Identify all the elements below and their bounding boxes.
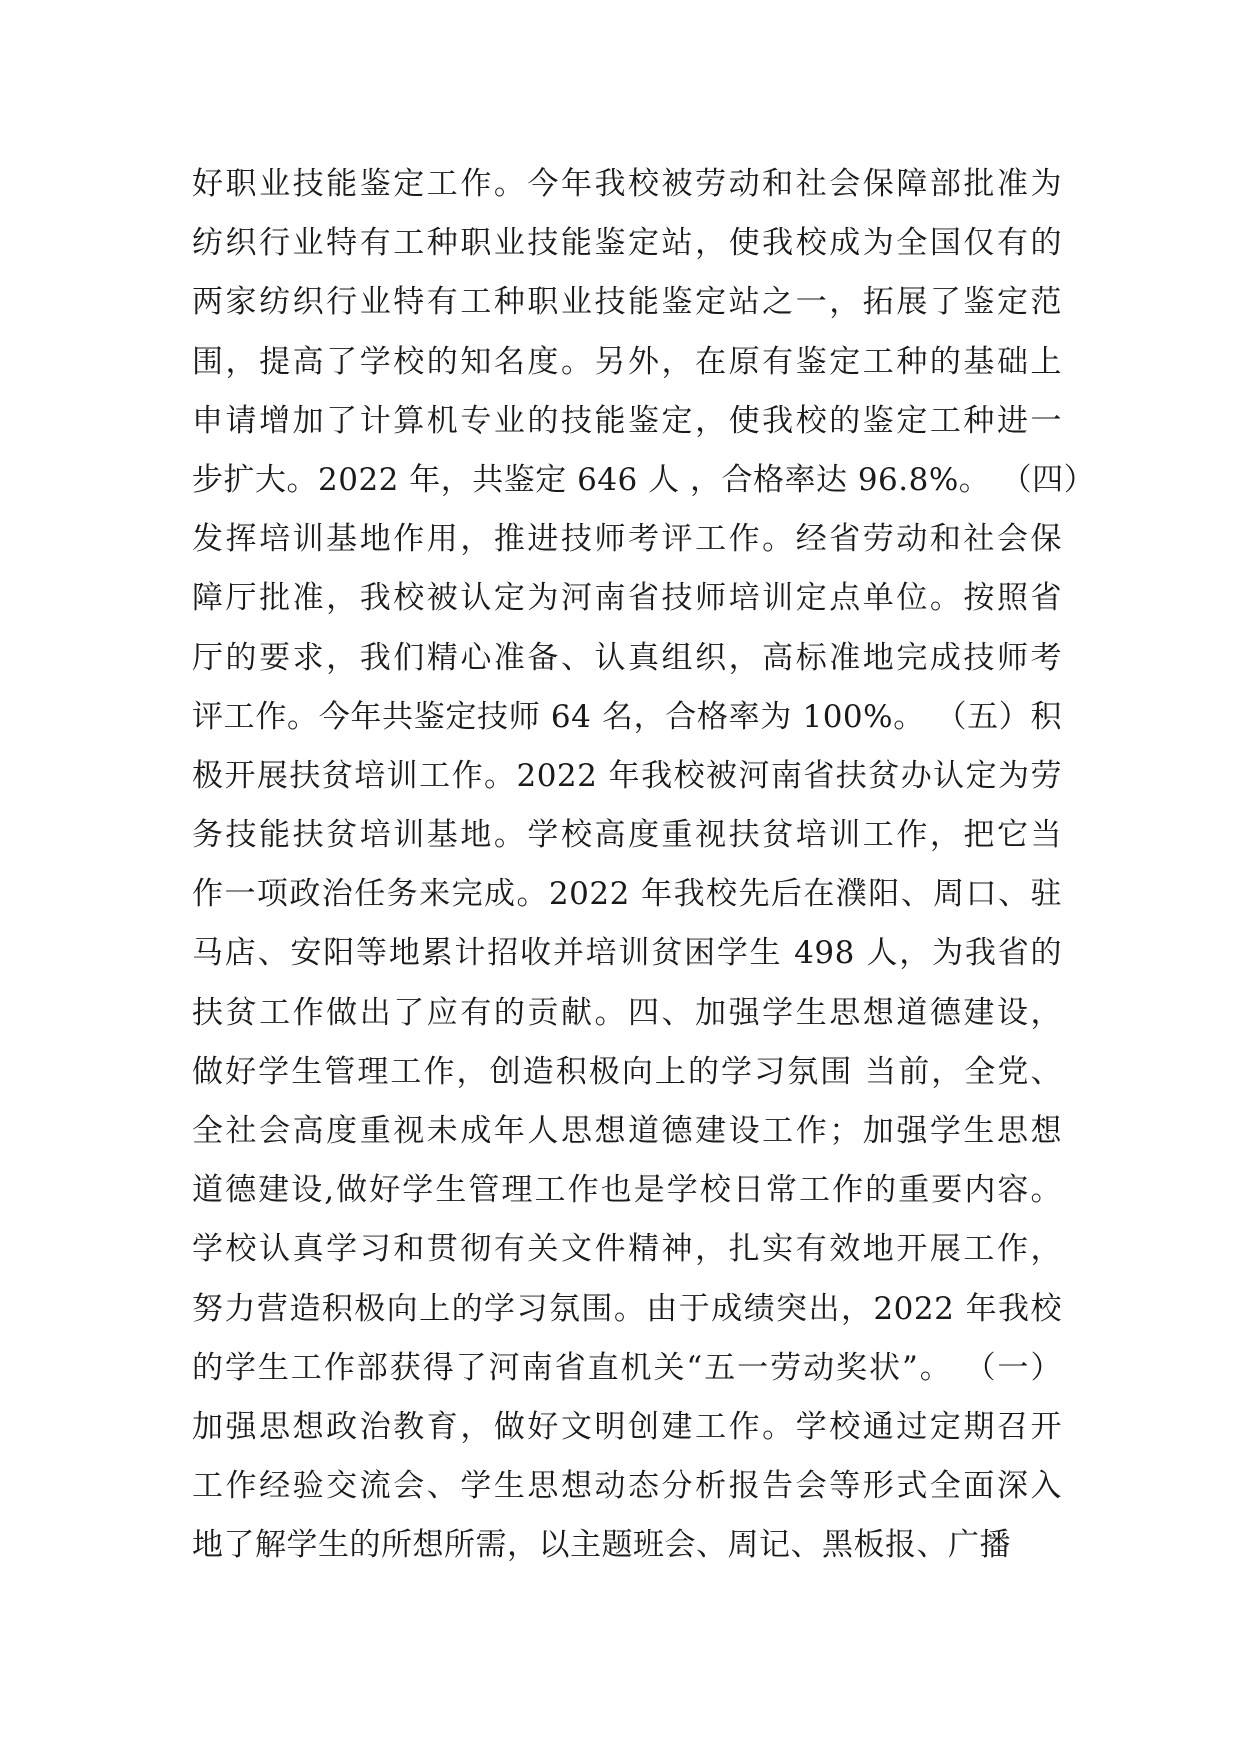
text-line: 极开展扶贫培训工作。2022 年我校被河南省扶贫办认定为劳 — [192, 757, 1062, 794]
text-line: 工作经验交流会、学生思想动态分析报告会等形式全面深入 — [192, 1468, 1062, 1505]
text-line: 的学生工作部获得了河南省直机关“五一劳动奖状”。 （一） — [192, 1349, 1062, 1386]
text-line: 厅的要求，我们精心准备、认真组织，高标准地完成技师考 — [192, 639, 1062, 676]
text-line: 马店、安阳等地累计招收并培训贫困学生 498 人，为我省的 — [192, 935, 1062, 972]
text-line: 障厅批准，我校被认定为河南省技师培训定点单位。按照省 — [192, 580, 1062, 617]
text-line: 好职业技能鉴定工作。今年我校被劳动和社会保障部批准为 — [192, 166, 1062, 202]
text-line: 加强思想政治教育，做好文明创建工作。学校通过定期召开 — [192, 1408, 1062, 1445]
body-text — [192, 155, 1096, 1576]
text-line: 做好学生管理工作，创造积极向上的学习氛围 当前，全党、 — [192, 1053, 1062, 1090]
text-line: 纺织行业特有工种职业技能鉴定站，使我校成为全国仅有的 — [192, 225, 1062, 262]
text-line: 地了解学生的所想所需，以主题班会、周记、黑板报、广播 — [192, 1527, 1011, 1564]
text-line: 学校认真学习和贯彻有关文件精神，扎实有效地开展工作， — [192, 1231, 1062, 1268]
text-line: 全社会高度重视未成年人思想道德建设工作；加强学生思想 — [192, 1113, 1062, 1149]
text-line: 评工作。今年共鉴定技师 64 名，合格率为 100%。 （五）积 — [192, 698, 1062, 735]
text-line: 务技能扶贫培训基地。学校高度重视扶贫培训工作，把它当 — [192, 817, 1062, 854]
text-line: 步扩大。2022 年，共鉴定 646 人 ，合格率达 96.8%。 （四） — [192, 461, 1096, 498]
text-line: 围，提高了学校的知名度。另外，在原有鉴定工种的基础上 — [192, 343, 1062, 380]
text-line: 道德建设,做好学生管理工作也是学校日常工作的重要内容。 — [192, 1172, 1062, 1209]
text-line: 两家纺织行业特有工种职业技能鉴定站之一，拓展了鉴定范 — [192, 284, 1062, 321]
text-line: 发挥培训基地作用，推进技师考评工作。经省劳动和社会保 — [192, 521, 1062, 558]
text-line: 扶贫工作做出了应有的贡献。四、加强学生思想道德建设， — [192, 994, 1062, 1031]
text-line: 努力营造积极向上的学习氛围。由于成绩突出，2022 年我校 — [192, 1290, 1062, 1327]
text-line: 作一项政治任务来完成。2022 年我校先后在濮阳、周口、驻 — [192, 876, 1062, 913]
text-line: 申请增加了计算机专业的技能鉴定，使我校的鉴定工种进一 — [192, 402, 1062, 439]
